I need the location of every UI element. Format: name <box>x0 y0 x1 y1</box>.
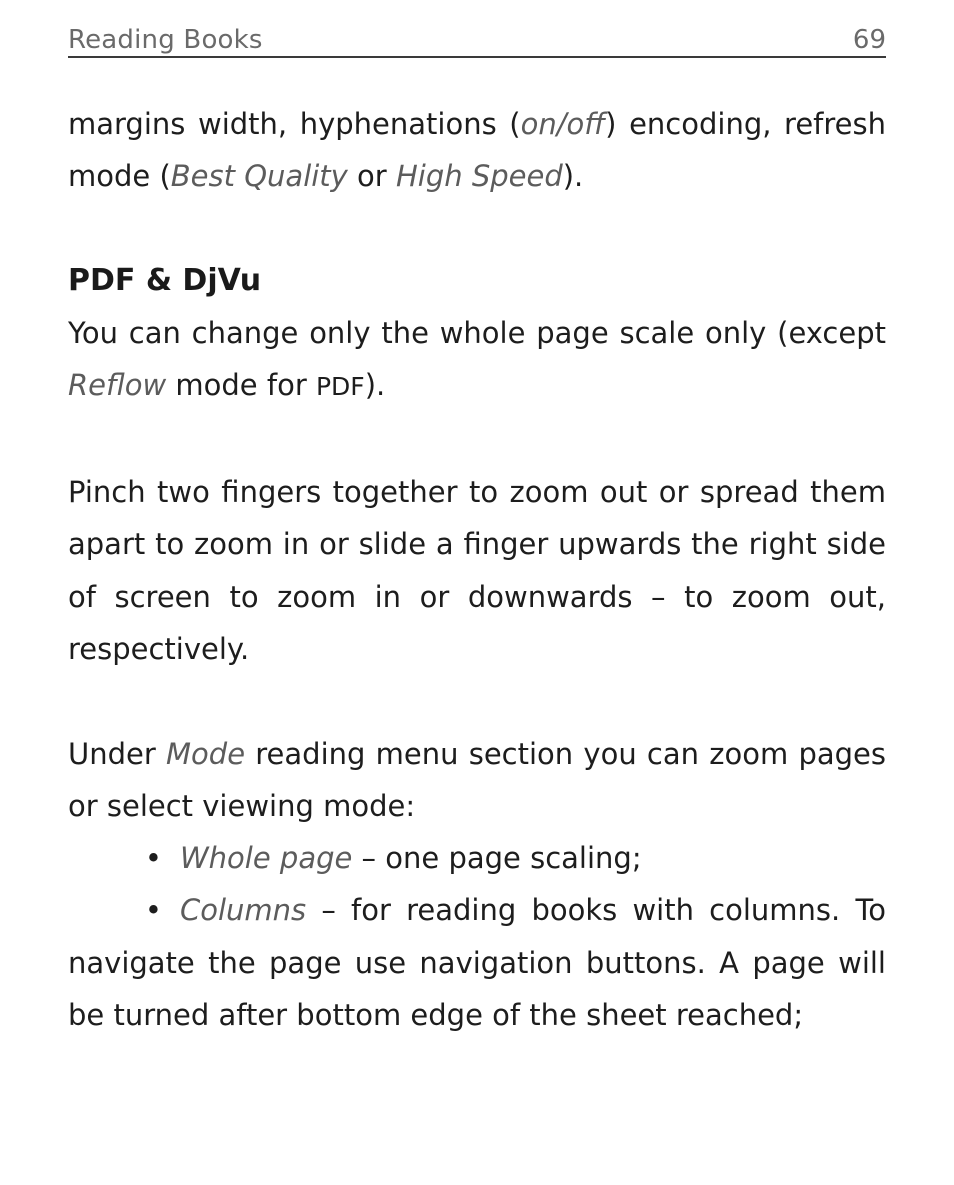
bullet-icon: • <box>144 841 162 876</box>
pinch-paragraph: Pinch two fingers together to zoom out or spread them apart to zoom in or slide a finger upwards the right side of screen to zoom in or downwards – to zoom out, respectively. <box>68 475 886 666</box>
reflow-term: Reflow <box>68 368 167 403</box>
pdf-paragraph: You can change only the whole page scale only (except Reflow mode for PDF). <box>68 316 886 403</box>
page-content <box>68 98 886 1041</box>
on-off-term: on/off <box>520 107 606 141</box>
bullet-item-whole-page: • Whole page – one page scaling; <box>68 832 886 884</box>
running-title: Reading Books <box>68 25 263 55</box>
spacer <box>68 675 886 727</box>
intro-paragraph: margins width, hyphenations (on/off) encoding, refresh mode (Best Quality or High Speed). <box>68 107 886 194</box>
pdf-abbrev: PDF <box>315 372 365 402</box>
columns-term: Columns <box>180 893 307 928</box>
bullet-item-columns: • Columns – for reading books with columns. To navigate the page use navigation buttons. A page will be turned after bottom edge of the sheet reached; <box>68 884 886 1041</box>
high-speed-term: High Speed <box>395 159 563 194</box>
spacer <box>68 414 886 466</box>
mode-term: Mode <box>166 736 246 771</box>
section-heading-pdf-djvu: PDF & DjVu <box>68 262 262 298</box>
mode-paragraph: Under Mode reading menu section you can zoom pages or select viewing mode: <box>68 736 886 823</box>
page-header <box>68 22 886 58</box>
best-quality-term: Best Quality <box>170 159 348 194</box>
spacer <box>68 203 886 255</box>
bullet-icon: • <box>144 893 162 928</box>
page-number: 69 <box>852 25 886 55</box>
whole-page-term: Whole page <box>180 841 353 876</box>
